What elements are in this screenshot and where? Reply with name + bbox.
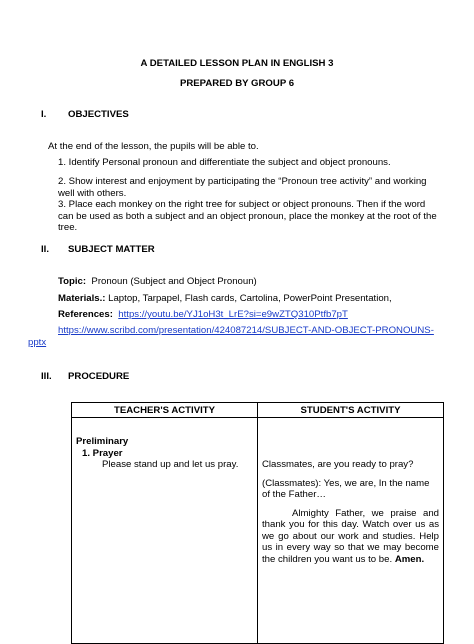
objectives-intro: At the end of the lesson, the pupils will be able to. <box>48 141 259 152</box>
section-numeral-procedure: III. <box>41 371 52 382</box>
section-heading-procedure: PROCEDURE <box>68 371 130 382</box>
references-label: References: <box>58 309 113 320</box>
procedure-table <box>71 402 444 644</box>
reference-link-scribd[interactable]: https://www.scribd.com/presentation/424087214/SUBJECT-AND-OBJECT-PRONOUNS- <box>58 325 434 336</box>
student-activity-cell <box>258 418 444 644</box>
table-header-row <box>72 403 444 418</box>
section-heading-subject-matter: SUBJECT MATTER <box>68 244 155 255</box>
student-line-1: Classmates, are you ready to pray? <box>262 459 414 470</box>
section-numeral-objectives: I. <box>41 109 47 120</box>
objective-item: 3. Place each monkey on the right tree for subject or object pronouns. Then if the word can be used as both a subject and an object pronoun, place the monkey at the root of the tree. <box>58 199 437 233</box>
section-numeral-subject-matter: II. <box>41 244 49 255</box>
student-prayer-amen: Amen. <box>394 553 425 565</box>
materials-line <box>58 293 392 304</box>
objective-item: 1. Identify Personal pronoun and differentiate the subject and object pronouns. <box>58 157 391 168</box>
teacher-instruction: Please stand up and let us pray. <box>102 459 239 470</box>
document-subtitle: PREPARED BY GROUP 6 <box>179 78 295 89</box>
column-header-teacher: TEACHER'S ACTIVITY <box>72 403 258 418</box>
objective-item: 2. Show interest and enjoyment by participating the “Pronoun tree activity” and working well with others. <box>58 176 427 199</box>
topic-line <box>58 276 257 287</box>
teacher-step-label: 1. Prayer <box>82 447 123 459</box>
section-heading-objectives: OBJECTIVES <box>68 109 129 120</box>
materials-label: Materials.: <box>58 293 106 304</box>
student-line-2: (Classmates): Yes, we are, In the name of the Father… <box>262 477 430 500</box>
reference-line-2 <box>58 325 434 336</box>
student-prayer-text: Almighty Father, we praise and thank you for this day. Watch over us as we go about our work and studies. Help us in every way so that we may become the children you want us to be. <box>262 507 439 565</box>
topic-label: Topic: <box>58 276 87 287</box>
student-prayer <box>262 508 439 566</box>
reference-link-scribd-continued[interactable]: pptx <box>28 337 47 348</box>
teacher-activity-cell <box>72 418 258 644</box>
teacher-section-label: Preliminary <box>76 436 129 447</box>
topic-value: Pronoun (Subject and Object Pronoun) <box>91 276 257 287</box>
materials-value: Laptop, Tarpapel, Flash cards, Cartolina, PowerPoint Presentation, <box>108 293 392 304</box>
table-row <box>72 418 444 644</box>
document-title: A DETAILED LESSON PLAN IN ENGLISH 3 <box>140 58 334 69</box>
column-header-student: STUDENT'S ACTIVITY <box>258 403 444 418</box>
references-line <box>58 309 348 320</box>
reference-line-2-cont <box>28 337 46 348</box>
reference-link-youtube[interactable]: https://youtu.be/YJ1oH3t_LrE?si=e9wZTQ310Ptfb7pT <box>118 309 348 320</box>
